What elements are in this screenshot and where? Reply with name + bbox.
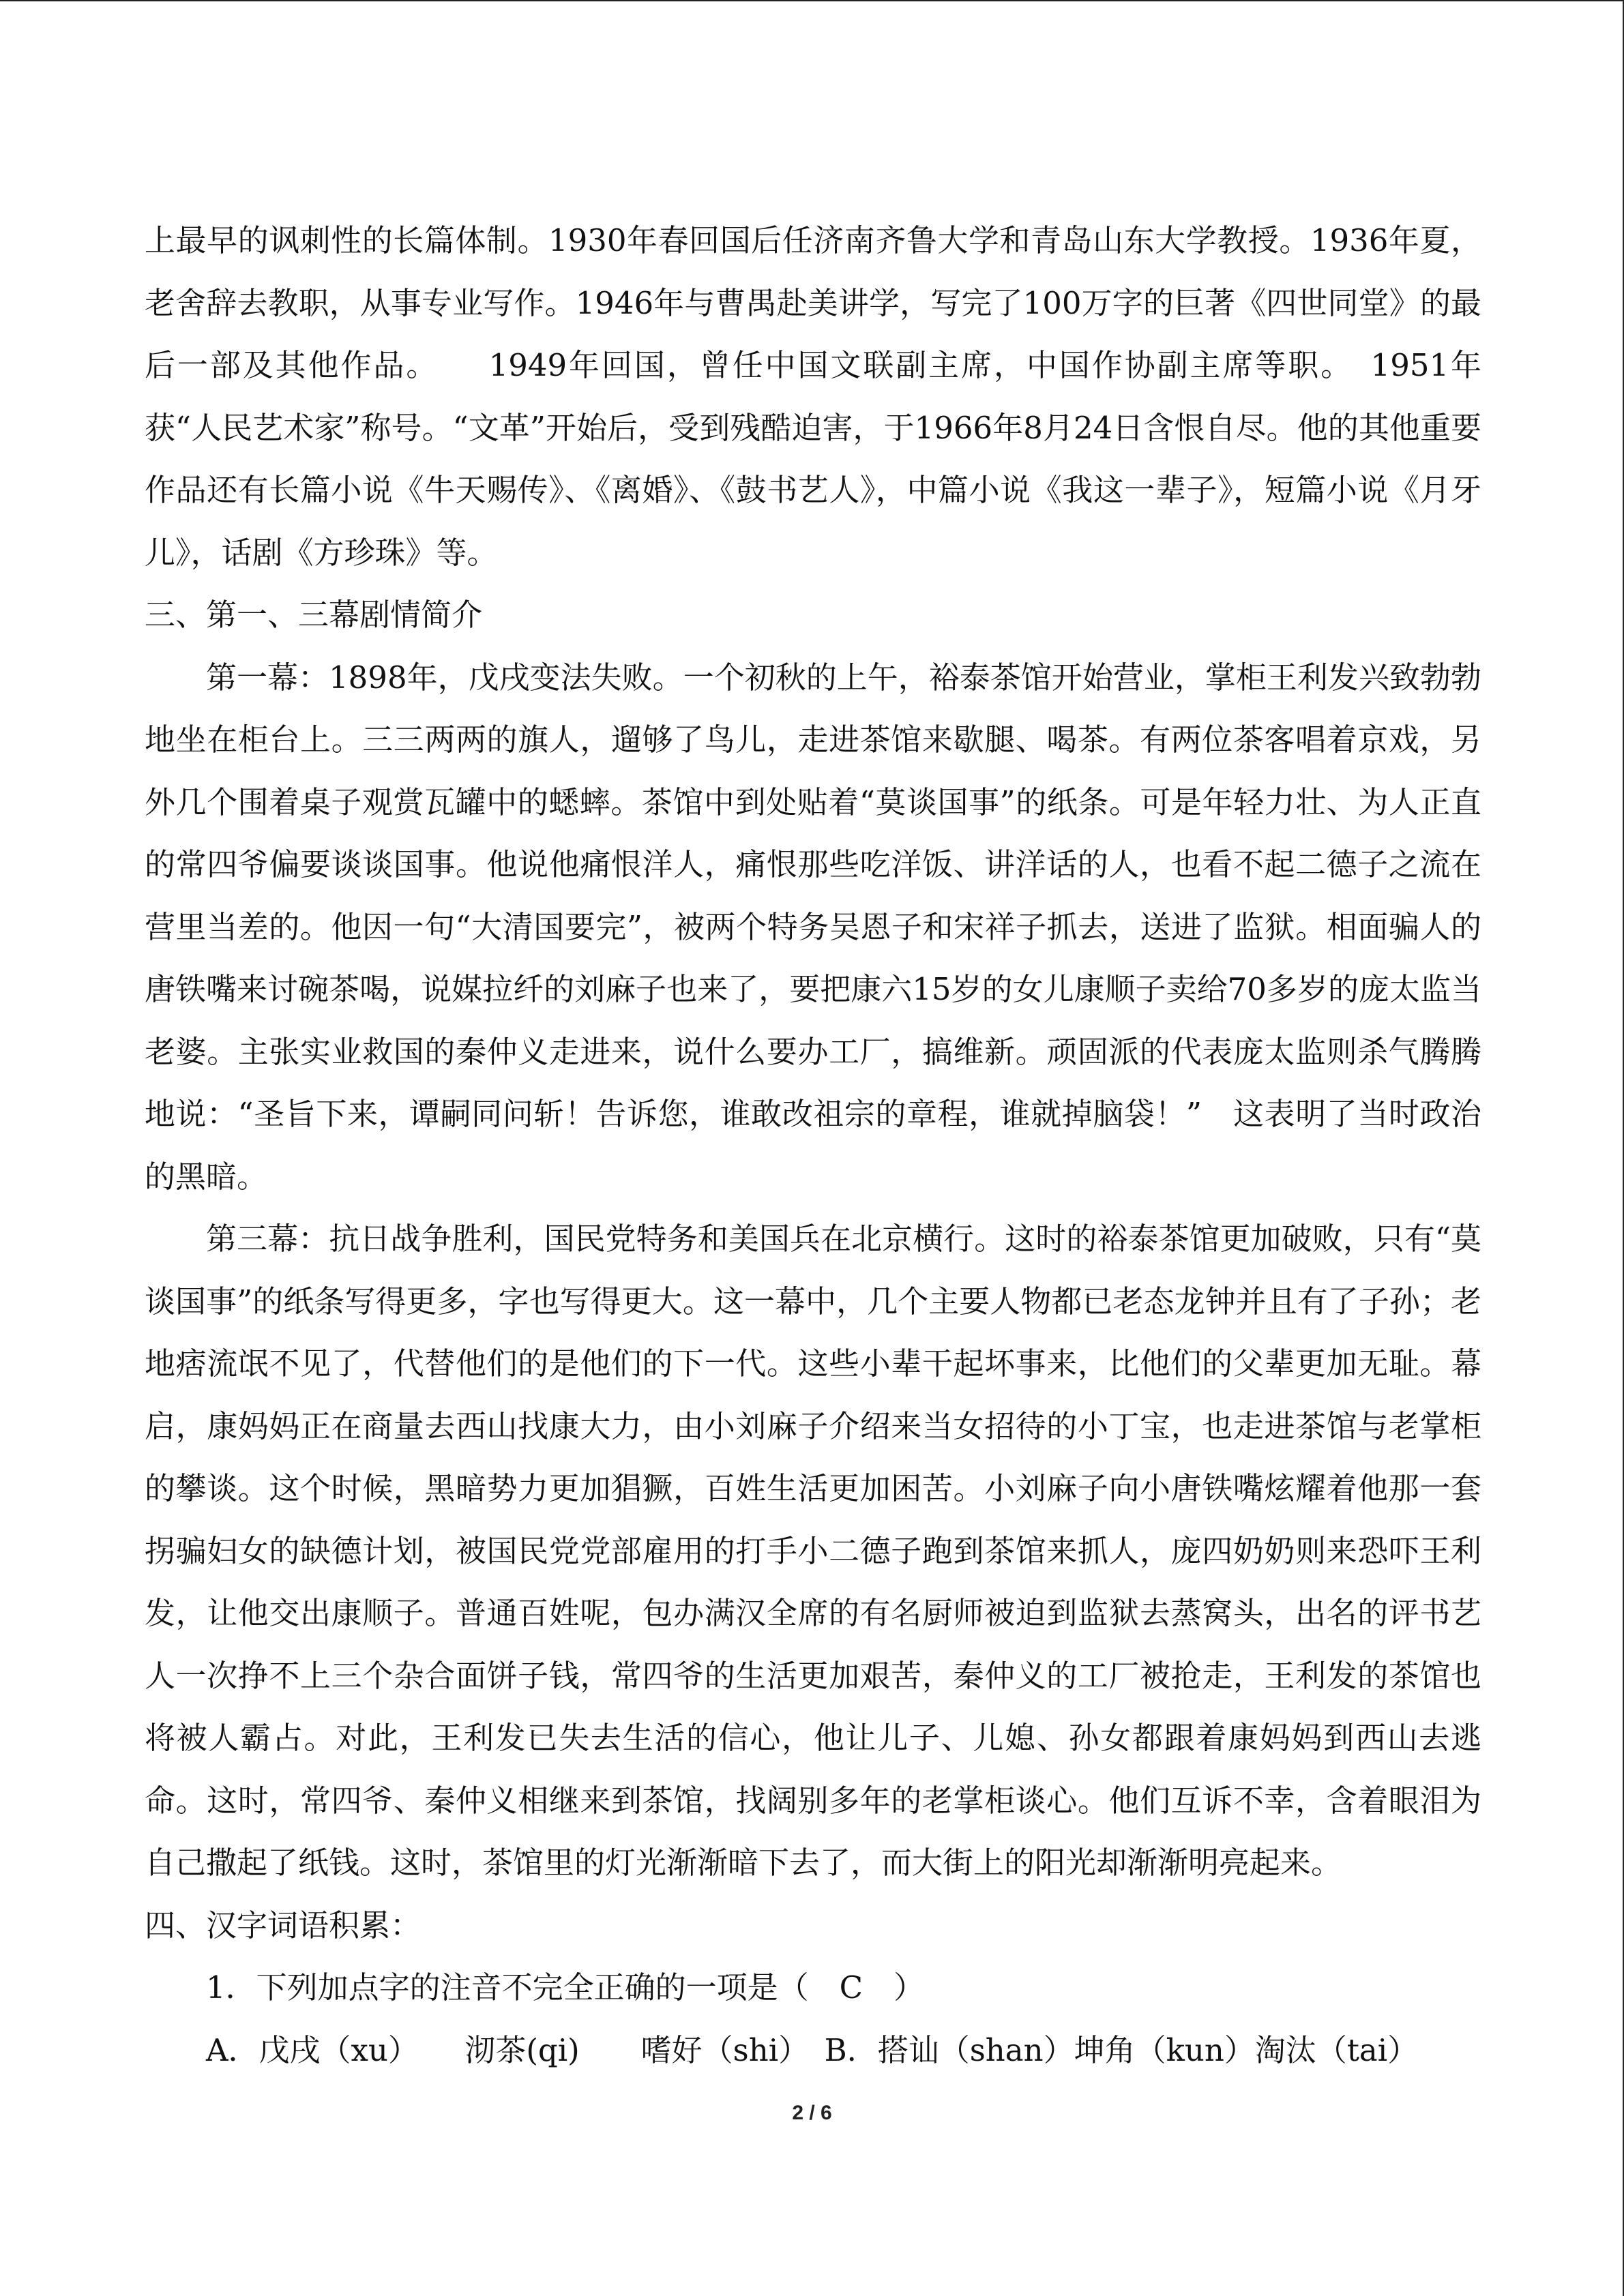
question-one-options: A．戊戌（xu） 沏茶(qi) 嗜好（shi） B．搭讪（shan）坤角（kun）淘汰（tai） <box>206 2031 1419 2068</box>
page-number: 2 / 6 <box>792 2102 832 2124</box>
section-heading-vocabulary: 四、汉字词语积累： <box>145 1907 422 1943</box>
biography-paragraph: 上最早的讽刺性的长篇体制。1930年春回国后任济南齐鲁大学和青岛山东大学教授。1936年夏，老舍辞去教职，从事专业写作。1946年与曹禺赴美讲学，写完了100万字的巨著《四世同堂》的最后一部及其他作品。 1949年回国，曾任中国文联副主席，中国作协副主席等职。 1951年获“人民艺术家”称号。“文革”开始后，受到残酷迫害，于1966年8月24日含恨自尽。他的其他重要作品还有长篇小说《牛天赐传》、《离婚》、《鼓书艺人》，中篇小说《我这一辈子》，短篇小说《月牙儿》，话剧《方珍珠》等。 <box>145 222 1481 571</box>
act-three-paragraph: 第三幕：抗日战争胜利，国民党特务和美国兵在北京横行。这时的裕泰茶馆更加破败，只有“莫谈国事”的纸条写得更多，字也写得更大。这一幕中，几个主要人物都已老态龙钟并且有了子孙；老地痞流氓不见了，代替他们的是他们的下一代。这些小辈干起坏事来，比他们的父辈更加无耻。幕启，康妈妈正在商量去西山找康大力，由小刘麻子介绍来当女招待的小丁宝，也走进茶馆与老掌柜的攀谈。这个时候，黑暗势力更加猖獗，百姓生活更加困苦。小刘麻子向小唐铁嘴炫耀着他那一套拐骗妇女的缺德计划，被国民党党部雇用的打手小二德子跑到茶馆来抓人，庞四奶奶则来恐吓王利发，让他交出康顺子。普通百姓呢，包办满汉全席的有名厨师被迫到监狱去蒸窝头，出名的评书艺人一次挣不上三个杂合面饼子钱，常四爷的生活更加艰苦，秦仲义的工厂被抢走，王利发的茶馆也将被人霸占。对此，王利发已失去生活的信心，他让儿子、儿媳、孙女都跟着康妈妈到西山去逃命。这时，常四爷、秦仲义相继来到茶馆，找阔别多年的老掌柜谈心。他们互诉不幸，含着眼泪为自己撒起了纸钱。这时，茶馆里的灯光渐渐暗下去了，而大街上的阳光却渐渐明亮起来。 <box>145 1221 1481 1881</box>
question-one: 1．下列加点字的注音不完全正确的一项是（ C ） <box>206 1969 925 2006</box>
section-heading-plot-summary: 三、第一、三幕剧情简介 <box>145 597 483 633</box>
act-one-paragraph: 第一幕：1898年，戊戌变法失败。一个初秋的上午，裕泰茶馆开始营业，掌柜王利发兴致勃勃地坐在柜台上。三三两两的旗人，遛够了鸟儿，走进茶馆来歇腿、喝茶。有两位茶客唱着京戏，另外几个围着桌子观赏瓦罐中的蟋蟀。茶馆中到处贴着“莫谈国事”的纸条。可是年轻力壮、为人正直的常四爷偏要谈谈国事。他说他痛恨洋人，痛恨那些吃洋饭、讲洋话的人，也看不起二德子之流在营里当差的。他因一句“大清国要完”，被两个特务吴恩子和宋祥子抓去，送进了监狱。相面骗人的唐铁嘴来讨碗茶喝，说媒拉纤的刘麻子也来了，要把康六15岁的女儿康顺子卖给70多岁的庞太监当老婆。主张实业救国的秦仲义走进来，说什么要办工厂，搞维新。顽固派的代表庞太监则杀气腾腾地说：“圣旨下来，谭嗣同问斩！告诉您，谁敢改祖宗的章程，谁就掉脑袋！” 这表明了当时政治的黑暗。 <box>145 659 1481 1195</box>
document-body <box>145 209 1481 2081</box>
